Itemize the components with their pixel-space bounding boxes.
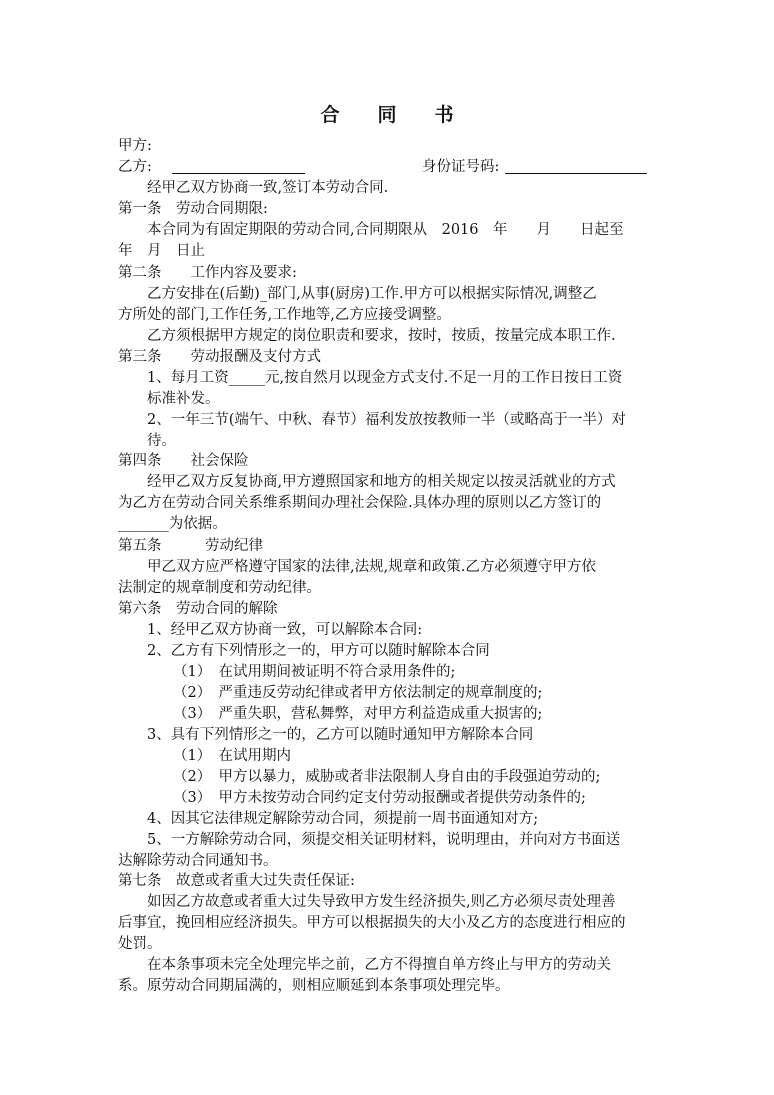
party-a-line bbox=[118, 136, 663, 156]
article-1-text: 本合同为有固定期限的劳动合同,合同期限从 2016 年 月 日起至 bbox=[147, 222, 624, 238]
article-3-item-2-cont: 待。 bbox=[147, 433, 176, 449]
party-b-label: 乙方: bbox=[118, 159, 152, 175]
title-char-2: 同 bbox=[377, 104, 397, 126]
article-3-item-1-cont: 标准补发。 bbox=[147, 391, 220, 407]
article-6-item-5: 5、一方解除劳动合同，须提交相关证明材料，说明理由，并向对方书面送 bbox=[147, 832, 621, 848]
document-title bbox=[0, 100, 774, 127]
party-a-label: 甲方: bbox=[118, 138, 152, 154]
article-3-item-2: 2、一年三节(端午、中秋、春节）福利发放按教师一半（或略高于一半）对 bbox=[147, 412, 626, 428]
article-4-text: 经甲乙双方反复协商,甲方遵照国家和地方的相关规定以按灵活就业的方式 bbox=[147, 474, 616, 490]
party-b-line bbox=[118, 157, 663, 177]
article-4-text-cont-2: _______为依据。 bbox=[118, 516, 227, 532]
party-b-blank bbox=[172, 158, 305, 174]
article-2-heading: 第二条 工作内容及要求: bbox=[118, 265, 297, 281]
id-number-label: 身份证号码: bbox=[422, 159, 500, 175]
article-2-text: 乙方安排在(后勤)_部门,从事(厨房)工作.甲方可以根据实际情况,调整乙 bbox=[147, 286, 597, 302]
article-7-text-2: 在本条事项未完全处理完毕之前，乙方不得擅自单方终止与甲方的劳动关 bbox=[147, 957, 611, 973]
title-char-1: 合 bbox=[320, 104, 340, 126]
article-2-text-cont: 方所处的部门,工作任务,工作地等,乙方应接受调整。 bbox=[118, 307, 451, 323]
article-4-text-cont: 为乙方在劳动合同关系维系期间办理社会保险.具体办理的原则以乙方签订的 bbox=[118, 495, 602, 511]
article-7-text-2-cont: 系。原劳动合同期届满的，则相应顺延到本条事项处理完毕。 bbox=[118, 978, 510, 994]
article-7-heading: 第七条 故意或者重大过失责任保证: bbox=[118, 873, 355, 889]
article-6-item-2-3: （3） 严重失职，营私舞弊，对甲方利益造成重大损害的; bbox=[173, 706, 543, 722]
article-5-text: 甲乙双方应严格遵守国家的法律,法规,规章和政策.乙方必须遵守甲方依 bbox=[147, 559, 596, 575]
article-1-heading: 第一条 劳动合同期限: bbox=[118, 201, 268, 217]
article-3-item-1: 1、每月工资_____元,按自然月以现金方式支付.不足一月的工作日按日工资 bbox=[147, 370, 623, 386]
article-6-item-4: 4、因其它法律规定解除劳动合同，须提前一周书面通知对方; bbox=[147, 811, 539, 827]
id-number-blank bbox=[505, 158, 647, 174]
article-7-text: 如因乙方故意或者重大过失导致甲方发生经济损失,则乙方必须尽责处理善 bbox=[147, 894, 616, 910]
article-7-text-cont: 后事宜，挽回相应经济损失。甲方可以根据损失的大小及乙方的态度进行相应的 bbox=[118, 915, 626, 931]
article-6-item-3-2: （2） 甲方以暴力，威胁或者非法限制人身自由的手段强迫劳动的; bbox=[173, 769, 601, 785]
title-char-3: 书 bbox=[434, 104, 454, 126]
article-6-item-3: 3、具有下列情形之一的，乙方可以随时通知甲方解除本合同 bbox=[147, 727, 534, 743]
intro-line: 经甲乙双方协商一致,签订本劳动合同. bbox=[147, 180, 389, 196]
article-6-item-3-3: （3） 甲方未按劳动合同约定支付劳动报酬或者提供劳动条件的; bbox=[173, 790, 586, 806]
article-5-heading: 第五条 劳动纪律 bbox=[118, 538, 263, 554]
article-6-item-3-1: （1） 在试用期内 bbox=[173, 748, 291, 764]
article-6-item-2: 2、乙方有下列情形之一的，甲方可以随时解除本合同 bbox=[147, 643, 490, 659]
article-6-heading: 第六条 劳动合同的解除 bbox=[118, 601, 278, 617]
article-7-text-cont-2: 处罚。 bbox=[118, 936, 162, 952]
article-3-heading: 第三条 劳动报酬及支付方式 bbox=[118, 349, 321, 365]
article-4-heading: 第四条 社会保险 bbox=[118, 453, 249, 469]
article-6-item-2-2: （2） 严重违反劳动纪律或者甲方依法制定的规章制度的; bbox=[173, 685, 543, 701]
article-6-item-1: 1、经甲乙双方协商一致，可以解除本合同: bbox=[147, 622, 423, 638]
article-2-text-2: 乙方须根据甲方规定的岗位职责和要求，按时，按质，按量完成本职工作. bbox=[147, 328, 616, 344]
article-6-item-5-cont: 达解除劳动合同通知书。 bbox=[118, 853, 278, 869]
article-5-text-cont: 法制定的规章制度和劳动纪律。 bbox=[118, 580, 321, 596]
article-1-text-cont: 年 月 日止 bbox=[118, 243, 205, 259]
article-6-item-2-1: （1） 在试用期间被证明不符合录用条件的; bbox=[173, 664, 456, 680]
